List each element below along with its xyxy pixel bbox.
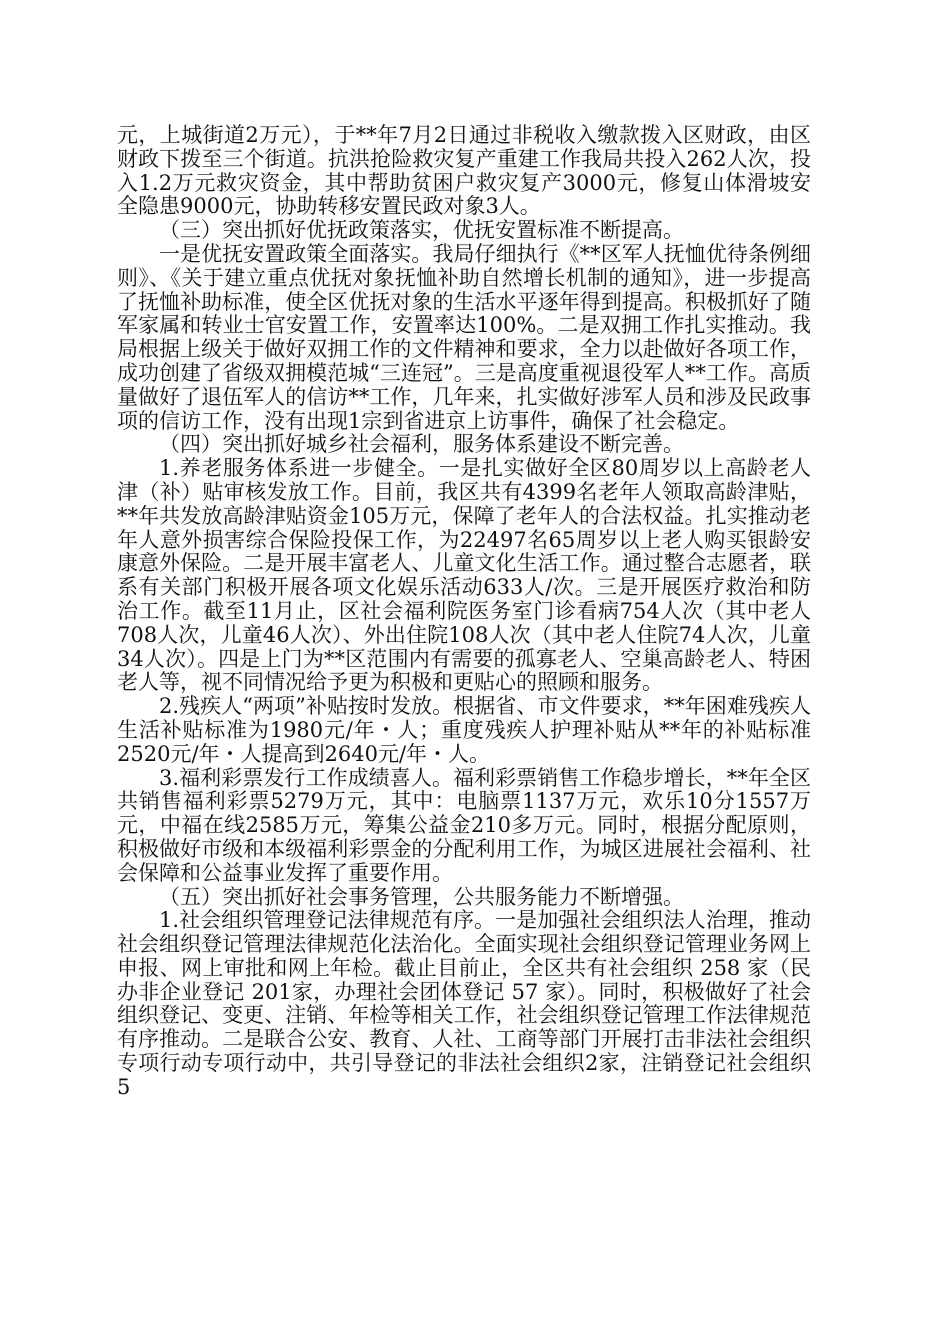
section-heading-5: （五）突出抓好社会事务管理，公共服务能力不断增强。: [159, 884, 684, 909]
paragraph-elderly-services: 1.养老服务体系进一步健全。一是扎实做好全区80周岁以上高龄老人津（补）贴审核发放工作。目前，我区共有4399名老年人领取高龄津贴，**年共发放高龄津贴资金105万元，保障了老年人的合法权益。扎实推动老年人意外损害综合保险投保工作，为22497名65周岁以上老人购买银龄安康意外保险。二是开展丰富老人、儿童文化生活工作。通过整合志愿者，联系有关部门积极开展各项文化娱乐活动633人/次。三是开展医疗救治和防治工作。截至11月止，区社会福利院医务室门诊看病754人次（其中老人708人次，儿童46人次）、外出住院108人次（其中老人住院74人次，儿童34人次）。四是上门为**区范围内有需要的孤寡老人、空巢高龄老人、特困老人等，视不同情况给予更为积极和更贴心的照顾和服务。: [117, 456, 811, 695]
paragraph-continuation: 元，上城街道2万元），于**年7月2日通过非税收入缴款拨入区财政，由区财政下拨至三个街道。抗洪抢险救灾复产重建工作我局共投入262人次，投入1.2万元救灾资金，其中帮助贫困户救灾复产3000元，修复山体滑坡安全隐患9000元，协助转移安置民政对象3人。: [117, 123, 811, 219]
section-heading-4: （四）突出抓好城乡社会福利，服务体系建设不断完善。: [159, 432, 684, 457]
paragraph-disability-subsidy: 2.残疾人“两项”补贴按时发放。根据省、市文件要求，**年困难残疾人生活补贴标准为1980元/年・人；重度残疾人护理补贴从**年的补贴标准2520元/年・人提高到2640元/年・人。: [117, 694, 811, 766]
paragraph-social-organizations: 1.社会组织管理登记法律规范有序。一是加强社会组织法人治理，推动社会组织登记管理法律规范化法治化。全面实现社会组织登记管理业务网上申报、网上审批和网上年检。截止目前止，全区共有社会组织 258 家（民办非企业登记 201家，办理社会团体登记 57 家）。同时，积极做好了社会组织登记、变更、注销、年检等相关工作，社会组织登记管理工作法律规范有序推动。二是联合公安、教育、人社、工商等部门开展打击非法社会组织专项行动专项行动中，共引导登记的非法社会组织2家，注销登记社会组织5: [117, 908, 811, 1099]
section-heading-3: （三）突出抓好优抚政策落实，优抚安置标准不断提高。: [159, 218, 684, 243]
paragraph-welfare-lottery: 3.福利彩票发行工作成绩喜人。福利彩票销售工作稳步增长，**年全区共销售福利彩票5279万元，其中：电脑票1137万元，欢乐10分1557万元，中福在线2585万元，筹集公益金210多万元。同时，根据分配原则，积极做好市级和本级福利彩票金的分配利用工作，为城区进展社会福利、社会保障和公益事业发挥了重要作用。: [117, 765, 811, 885]
document-body: [117, 124, 811, 1100]
paragraph-preferential-policy: 一是优抚安置政策全面落实。我局仔细执行《**区军人抚恤优待条例细则》、《关于建立重点优抚对象抚恤补助自然增长机制的通知》，进一步提高了抚恤补助标准，使全区优抚对象的生活水平逐年得到提高。积极抓好了随军家属和转业士官安置工作，安置率达100%。二是双拥工作扎实推动。我局根据上级关于做好双拥工作的文件精神和要求，全力以赴做好各项工作，成功创建了省级双拥模范城“三连冠”。三是高度重视退役军人**工作。高质量做好了退伍军人的信访**工作，几年来，扎实做好涉军人员和涉及民政事项的信访工作，没有出现1宗到省进京上访事件，确保了社会稳定。: [117, 241, 811, 433]
